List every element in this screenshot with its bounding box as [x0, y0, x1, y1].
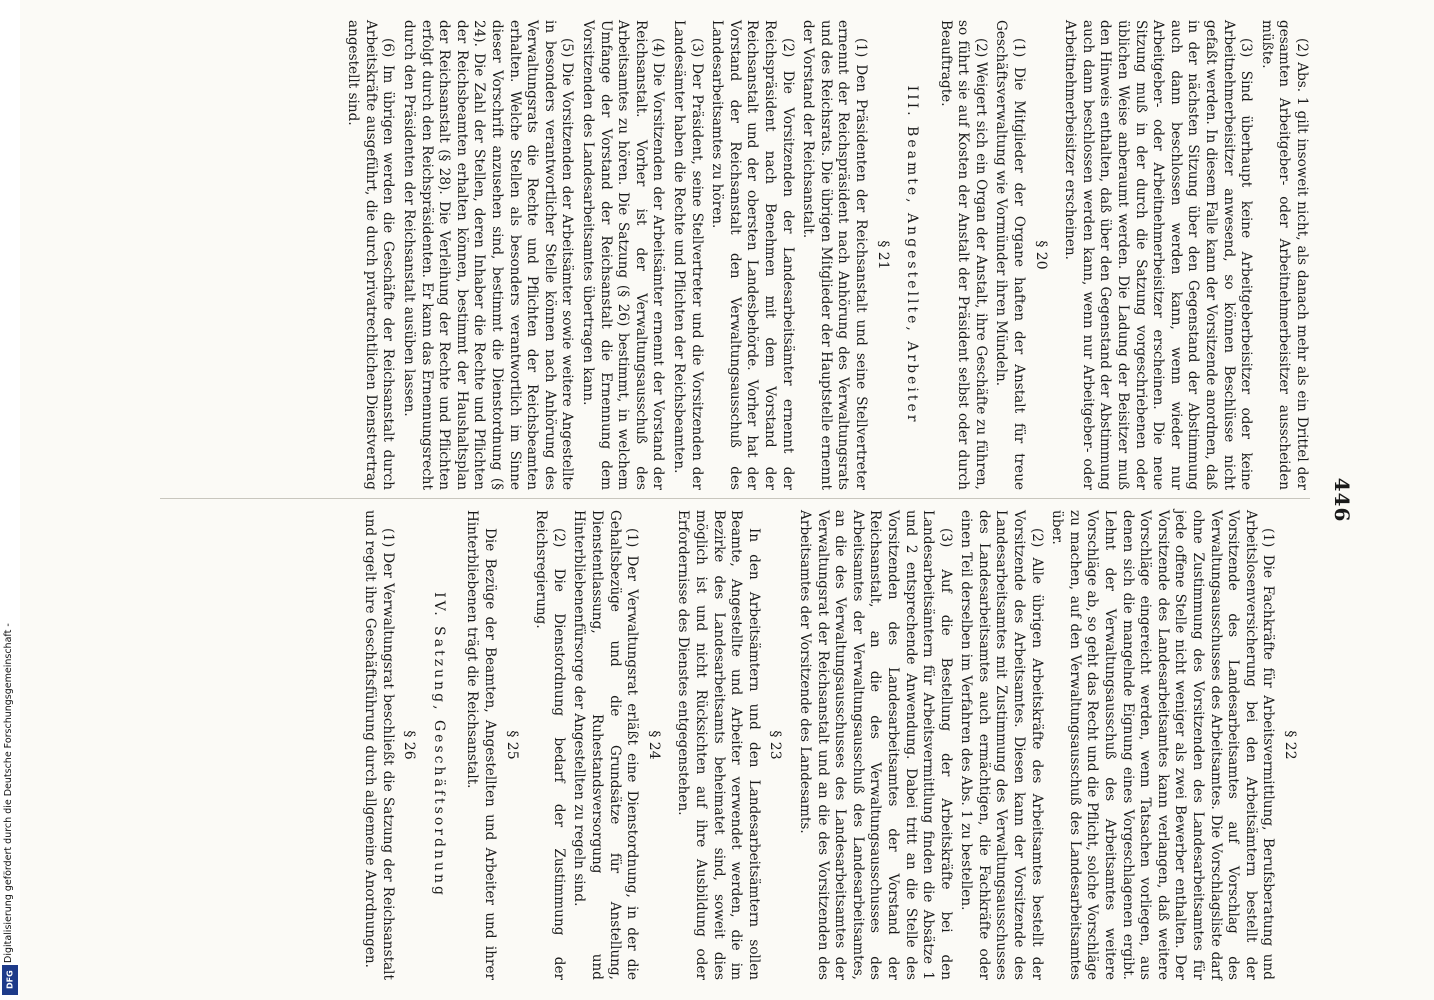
- section-number: § 24: [645, 730, 662, 760]
- paragraph: (6) Im übrigen werden die Geschäfte der Reichsanstalt durch Arbeitskräfte ausgeführt, die durch privatrechtlichen Dienstvertrag angestellt sind.: [345, 20, 397, 490]
- text-column-right: [160, 510, 1310, 980]
- paragraph: (3) Der Präsident, seine Stellvertreter und die Vorsitzenden der Landesämter haben die Rechte und Pflichten der Reichsbeamten.: [671, 20, 705, 490]
- paragraph: (1) Der Verwaltungsrat erläßt eine Dienstordnung, in der die Gehaltsbezüge und die Grundsätze für Anstellung, Dienstentlassung, Ruhestandsversorgung und Hinterbliebenenfürsorge der Angestellten zu regeln sind.: [571, 510, 641, 980]
- paragraph: (4) Die Vorsitzenden der Arbeitsämter ernennt der Vorstand der Reichsanstalt. Vorher ist der Verwaltungsausschuß des Arbeitsamtes zu hören. Die Satzung (§ 26) bestimmt, in welchem Umfange der Vorstand der Reichsanstalt die Ernennung dem Vorsitzenden des Landesarbeitsamtes übertragen kann.: [580, 20, 667, 490]
- paragraph: (3) Auf die Bestellung der Arbeitskräfte bei den Landesarbeitsämtern für Arbeitsvermittlung finden die Absätze 1 und 2 entsprechende Anwendung. Dabei tritt an die Stelle des Vorsitzenden des Landesarbeitsamtes der Vorstand der Reichsanstalt, an die des Verwaltungsausschusses des Arbeitsamtes der Verwaltungsausschuß des Landesarbeitsamtes, an die des Verwaltungsausschusses des Landesarbeitsamtes der Verwaltungsrat der Reichsanstalt und an die des Vorsitzenden des Arbeitsamtes der Vorsitzende des Landesamts.: [796, 510, 954, 980]
- paragraph: (2) Alle übrigen Arbeitskräfte des Arbeitsamtes bestellt der Vorsitzende des Arbeitsamtes. Diesen kann der Vorsitzende des Landesarbeitsamtes mit Zustimmung des Verwaltungsausschusses des Landesarbeitsamtes auch ermächtigen, die Fachkräfte oder einen Teil derselben im Verfahren des Abs. 1 zu bestellen.: [958, 510, 1045, 980]
- dfg-logo: DFG: [2, 965, 18, 995]
- paragraph: (1) Den Präsidenten der Reichsanstalt und seine Stellvertreter ernennt der Reichspräsident nach Anhörung des Verwaltungsrats und des Reichsrats. Die übrigen Mitglieder der Hauptstelle ernennt der Vorstand der Reichsanstalt.: [800, 20, 869, 490]
- column-divider: [160, 498, 1310, 499]
- section-number: § 21: [874, 240, 891, 270]
- paragraph: Die Bezüge der Beamten, Angestellten und Arbeiter und ihrer Hinterbliebenen trägt die Reichsanstalt.: [464, 510, 499, 980]
- text-column-left: [160, 20, 1310, 490]
- paragraph: (3) Sind überhaupt keine Arbeitgeberbeisitzer oder keine Arbeitnehmerbeisitzer anwesend, so können Beschlüsse nicht gefaßt werden. In diesem Falle kann der Vorsitzende anordnen, daß in der nächsten Sitzung über den Gegenstand der Abstimmung auch dann beschlossen werden kann, wenn wieder nur Arbeitgeber- oder Arbeitnehmerbeisitzer erscheinen. Die neue Sitzung muß in der durch die Satzung vorgeschriebenen oder üblichen Weise anberaumt werden. Die Ladung der Beisitzer muß den Hinweis enthalten, daß über den Gegenstand der Abstimmung auch dann beschlossen werden kann, wenn nur Arbeitgeber- oder Arbeitnehmerbeisitzer erscheinen.: [1062, 20, 1255, 490]
- rotated-page-content: [137, 0, 1382, 1000]
- paragraph: (2) Weigert sich ein Organ der Anstalt, ihre Geschäfte zu führen, so führt sie auf Kosten der Anstalt der Präsident selbst oder durch Beauftragte.: [937, 20, 989, 490]
- paragraph: (2) Die Dienstordnung bedarf der Zustimmung der Reichsregierung.: [533, 510, 567, 980]
- section-number: § 25: [503, 730, 520, 760]
- section-number: § 20: [1032, 240, 1049, 270]
- section-number: § 22: [1282, 730, 1298, 760]
- section-number: § 26: [401, 730, 418, 760]
- paragraph: In den Arbeitsämtern und den Landesarbeitsämtern sollen Beamte, Angestellte und Arbeiter verwendet werden, die im Bezirke des Landesarbeitsamts beheimatet sind, soweit dies möglich ist und nicht Rücksichten auf ihre Ausbildung oder Erfordernisse des Dienstes entgegenstehen.: [675, 510, 762, 980]
- paragraph: (1) Der Verwaltungsrat beschließt die Satzung der Reichsanstalt und regelt ihre Geschäftsführung durch allgemeine Anordnungen.: [362, 510, 396, 980]
- credit-text: Digitalisierung gefördert durch die Deutsche Forschungsgemeinschaft -: [3, 623, 14, 963]
- paragraph: (1) Die Fachkräfte für Arbeitsvermittlung, Berufsberatung und Arbeitslosenversicherung bei den Arbeitsämtern bestellt der Vorsitzende des Landesarbeitsamtes auf Vorschlag des Verwaltungsausschusses des Arbeitsamtes. Die Vorschlagsliste darf ohne Zustimmung des Vorsitzenden des Landesarbeitsamtes für jede offene Stelle nicht weniger als zwei Bewerber enthalten. Der Vorsitzende des Landesarbeitsamtes kann verlangen, daß weitere Vorschläge eingereicht werden, wenn Tatsachen vorliegen, aus denen sich die mangelnde Eignung eines Vorgeschlagenen ergibt. Lehnt der Verwaltungsausschuß des Arbeitsamtes weitere Vorschläge ab, so geht das Recht und die Pflicht, solche Vorschläge zu machen, auf den Verwaltungsausschuß des Landesarbeitsamtes über.: [1049, 510, 1277, 980]
- section-heading: IV. Satzung, Geschäftsordnung: [430, 592, 447, 898]
- credit-strip: [0, 0, 20, 1000]
- page-number: 446: [1330, 477, 1354, 523]
- paragraph: (2) Abs. 1 gilt insoweit nicht, als danach mehr als ein Drittel der gesamten Arbeitgeber- oder Arbeitnehmerbeisitzer ausscheiden müßte.: [1258, 20, 1310, 490]
- section-heading: III. Beamte, Angestellte, Arbeiter: [904, 85, 921, 425]
- paragraph: (1) Die Mitglieder der Organe haften der Anstalt für treue Geschäftsverwaltung wie Vormünder ihren Mündeln.: [993, 20, 1028, 490]
- section-number: § 23: [767, 730, 784, 760]
- paragraph: (5) Die Vorsitzenden der Arbeitsämter sowie weitere Angestellte in besonders verantwortlicher Stelle können nach Anhörung des Verwaltungsrats die Rechte und Pflichten der Reichsbeamten erhalten. Welche Stellen als besonders verantwortlich im Sinne dieser Vorschrift anzusehen sind, bestimmt die Dienstordnung (§ 24). Die Zahl der Stellen, deren Inhaber die Rechte und Pflichten der Reichsbeamten erhalten können, bestimmt der Haushaltsplan der Reichsanstalt (§ 28). Die Verleihung der Rechte und Pflichten erfolgt durch den Reichspräsidenten. Er kann das Ernennungsrecht durch den Präsidenten der Reichsanstalt ausüben lassen.: [401, 20, 576, 490]
- paragraph: (2) Die Vorsitzenden der Landesarbeitsämter ernennt der Reichspräsident nach Benehmen mit dem Vorstand der Reichsanstalt und der obersten Landesbehörde. Vorher hat der Vorstand der Reichsanstalt den Verwaltungsausschuß des Landesarbeitsamtes zu hören.: [709, 20, 796, 490]
